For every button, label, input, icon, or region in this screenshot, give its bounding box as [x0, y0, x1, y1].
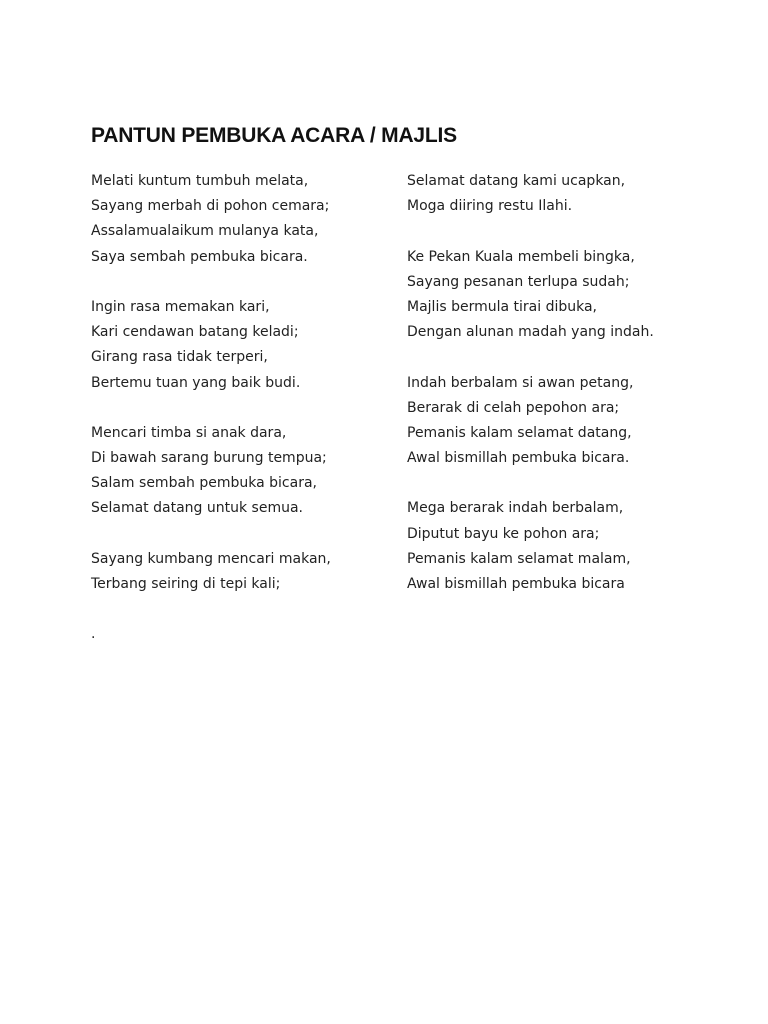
- stanza: [91, 547, 391, 597]
- verse-line: Dengan alunan madah yang indah.: [407, 324, 654, 341]
- stanza: [91, 421, 391, 522]
- page-title: PANTUN PEMBUKA ACARA / MAJLIS: [91, 124, 457, 147]
- verse-line: Girang rasa tidak terperi,: [91, 349, 268, 366]
- left-column: [91, 169, 391, 622]
- stanza: [91, 295, 391, 396]
- verse-line: Sayang pesanan terlupa sudah;: [407, 273, 630, 290]
- verse-line: Diputut bayu ke pohon ara;: [407, 525, 600, 542]
- verse-line: Berarak di celah pepohon ara;: [407, 399, 620, 416]
- right-column: [407, 169, 727, 622]
- verse-line: Selamat datang kami ucapkan,: [407, 173, 626, 189]
- verse-line: Saya sembah pembuka bicara.: [91, 248, 308, 265]
- verse-line: Pemanis kalam selamat malam,: [407, 550, 631, 567]
- verse-line: Melati kuntum tumbuh melata,: [91, 173, 309, 189]
- verse-line: Bertemu tuan yang baik budi.: [91, 374, 301, 391]
- stanza: [407, 371, 727, 472]
- verse-line: Sayang merbah di pohon cemara;: [91, 198, 330, 215]
- verse-line: Terbang seiring di tepi kali;: [91, 576, 281, 592]
- verse-line: Moga diiring restu Ilahi.: [407, 198, 573, 215]
- stanza: [407, 169, 727, 219]
- verse-line: Ke Pekan Kuala membeli bingka,: [407, 248, 635, 265]
- verse-line: Indah berbalam si awan petang,: [407, 374, 634, 391]
- verse-line: Di bawah sarang burung tempua;: [91, 450, 327, 467]
- stanza: [91, 169, 391, 270]
- stanza: [407, 496, 727, 597]
- verse-line: Kari cendawan batang keladi;: [91, 324, 299, 341]
- verse-line: Ingin rasa memakan kari,: [91, 298, 270, 315]
- verse-line: Pemanis kalam selamat datang,: [407, 424, 632, 441]
- verse-line: Mencari timba si anak dara,: [91, 424, 287, 441]
- stanza: [407, 245, 727, 346]
- verse-line: Awal bismillah pembuka bicara: [407, 576, 625, 592]
- verse-line: Selamat datang untuk semua.: [91, 500, 303, 517]
- verse-line: Sayang kumbang mencari makan,: [91, 550, 331, 567]
- verse-line: Mega berarak indah berbalam,: [407, 500, 624, 517]
- verse-line: Salam sembah pembuka bicara,: [91, 475, 317, 492]
- trailing-period: .: [91, 626, 96, 642]
- verse-line: Awal bismillah pembuka bicara.: [407, 450, 630, 467]
- verse-line: Majlis bermula tirai dibuka,: [407, 298, 597, 315]
- verse-line: Assalamualaikum mulanya kata,: [91, 223, 319, 240]
